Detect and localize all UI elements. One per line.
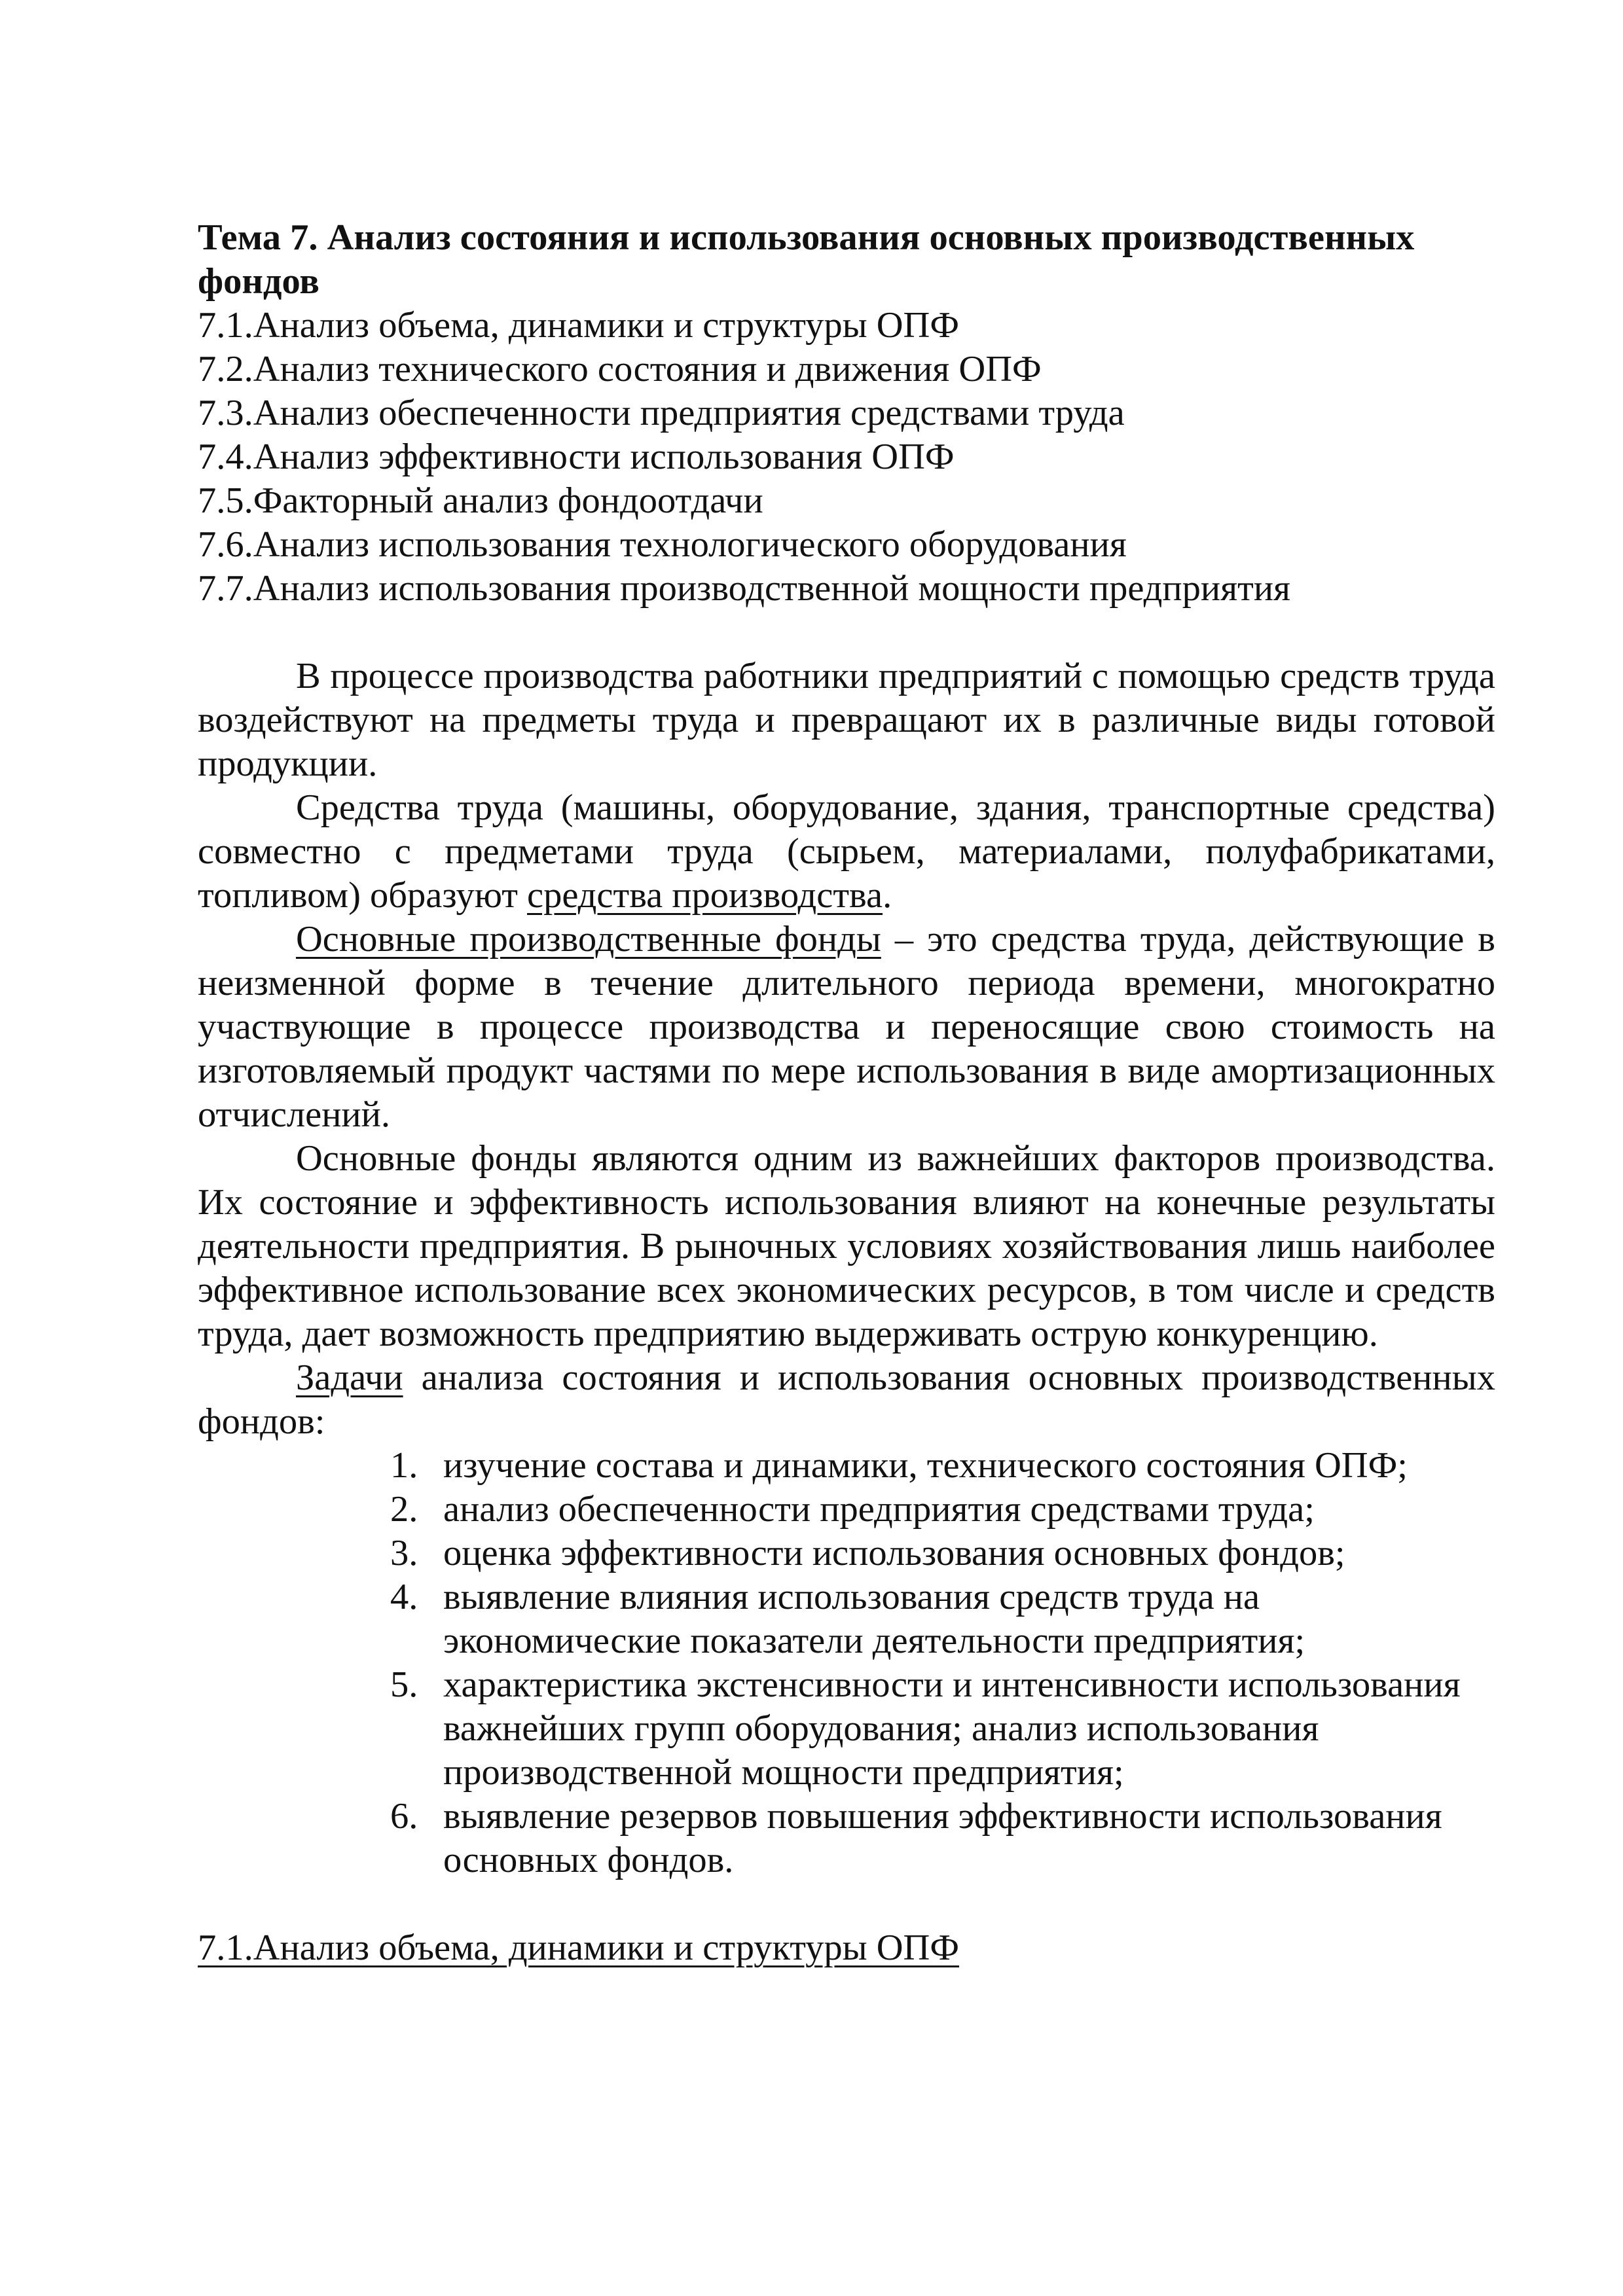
toc-item: 7.7.Анализ использования производственной мощности предприятия (198, 568, 1291, 609)
paragraph-production-process: В процессе производства работники предприятий с помощью средств труда воздействуют на предметы труда и превращают их в различные виды готовой продукции. (198, 656, 1495, 784)
term-fixed-production-assets: Основные производственные фонды (296, 919, 881, 960)
list-number: 3. (390, 1533, 418, 1573)
topic-title: Тема 7. Анализ состояния и использования основных производственных фондов (198, 217, 1415, 302)
toc-item: 7.5.Факторный анализ фондоотдачи (198, 480, 763, 521)
list-item-text: оценка эффективности использования основных фондов; (443, 1533, 1345, 1573)
paragraph-text: – это средства труда, действующие в неизменной форме в течение длительного периода времени, многократно участвующие в процессе производства и переносящие свою стоимость на изготовляемый продукт частями по мере использования в виде амортизационных отчислений. (198, 919, 1495, 1135)
list-item (390, 1795, 1495, 1882)
list-number: 1. (390, 1445, 418, 1486)
table-of-contents (198, 304, 1495, 611)
list-item (390, 1532, 1495, 1575)
list-item-text: анализ обеспеченности предприятия средствами труда; (443, 1489, 1315, 1530)
list-item-text: изучение состава и динамики, технического состояния ОПФ; (443, 1445, 1408, 1486)
toc-item: 7.2.Анализ технического состояния и движения ОПФ (198, 349, 1042, 389)
paragraph-text: Средства труда (машины, оборудование, здания, транспортные средства) совместно с предметами труда (сырьем, материалами, полуфабрикатами, топливом) образуют (198, 787, 1495, 916)
toc-item: 7.1.Анализ объема, динамики и структуры ОПФ (198, 305, 959, 346)
paragraph-fixed-assets-definition (198, 918, 1495, 1137)
list-number: 4. (390, 1577, 418, 1617)
document-page (198, 216, 1495, 1970)
paragraph-fixed-assets-importance: Основные фонды являются одним из важнейших факторов производства. Их состояние и эффективность использования влияют на конечные результаты деятельности предприятия. В рыночных условиях хозяйствования лишь наиболее эффективное использование всех экономических ресурсов, в том числе и средств труда, дает возможность предприятию выдерживать острую конкуренцию. (198, 1138, 1495, 1354)
list-number: 2. (390, 1489, 418, 1530)
list-number: 6. (390, 1796, 418, 1837)
list-item-text: выявление резервов повышения эффективности использования основных фондов. (443, 1796, 1442, 1880)
paragraph-text: анализа состояния и использования основных производственных фондов: (198, 1357, 1495, 1442)
list-item (390, 1575, 1495, 1663)
paragraph-means-of-labor (198, 786, 1495, 918)
toc-item: 7.3.Анализ обеспеченности предприятия средствами труда (198, 393, 1125, 433)
paragraph-tasks-intro (198, 1356, 1495, 1444)
tasks-list (198, 1444, 1495, 1882)
list-item-text: выявление влияния использования средств труда на экономические показатели деятельности предприятия; (443, 1577, 1305, 1661)
blank-line (198, 611, 1495, 655)
list-number: 5. (390, 1664, 418, 1705)
blank-line (198, 1882, 1495, 1926)
paragraph-text: . (883, 875, 892, 916)
list-item (390, 1488, 1495, 1532)
section-heading (198, 1926, 1495, 1970)
toc-item: 7.4.Анализ эффективности использования ОПФ (198, 437, 955, 477)
term-tasks: Задачи (296, 1357, 403, 1398)
term-means-of-production: средства производства (527, 875, 883, 916)
section-heading-text: 7.1.Анализ объема, динамики и структуры ОПФ (198, 1928, 959, 1968)
list-item (390, 1444, 1495, 1488)
list-item-text: характеристика экстенсивности и интенсивности использования важнейших групп оборудования; анализ использования производственной мощности предприятия; (443, 1664, 1461, 1793)
list-item (390, 1663, 1495, 1795)
toc-item: 7.6.Анализ использования технологического оборудования (198, 524, 1127, 565)
